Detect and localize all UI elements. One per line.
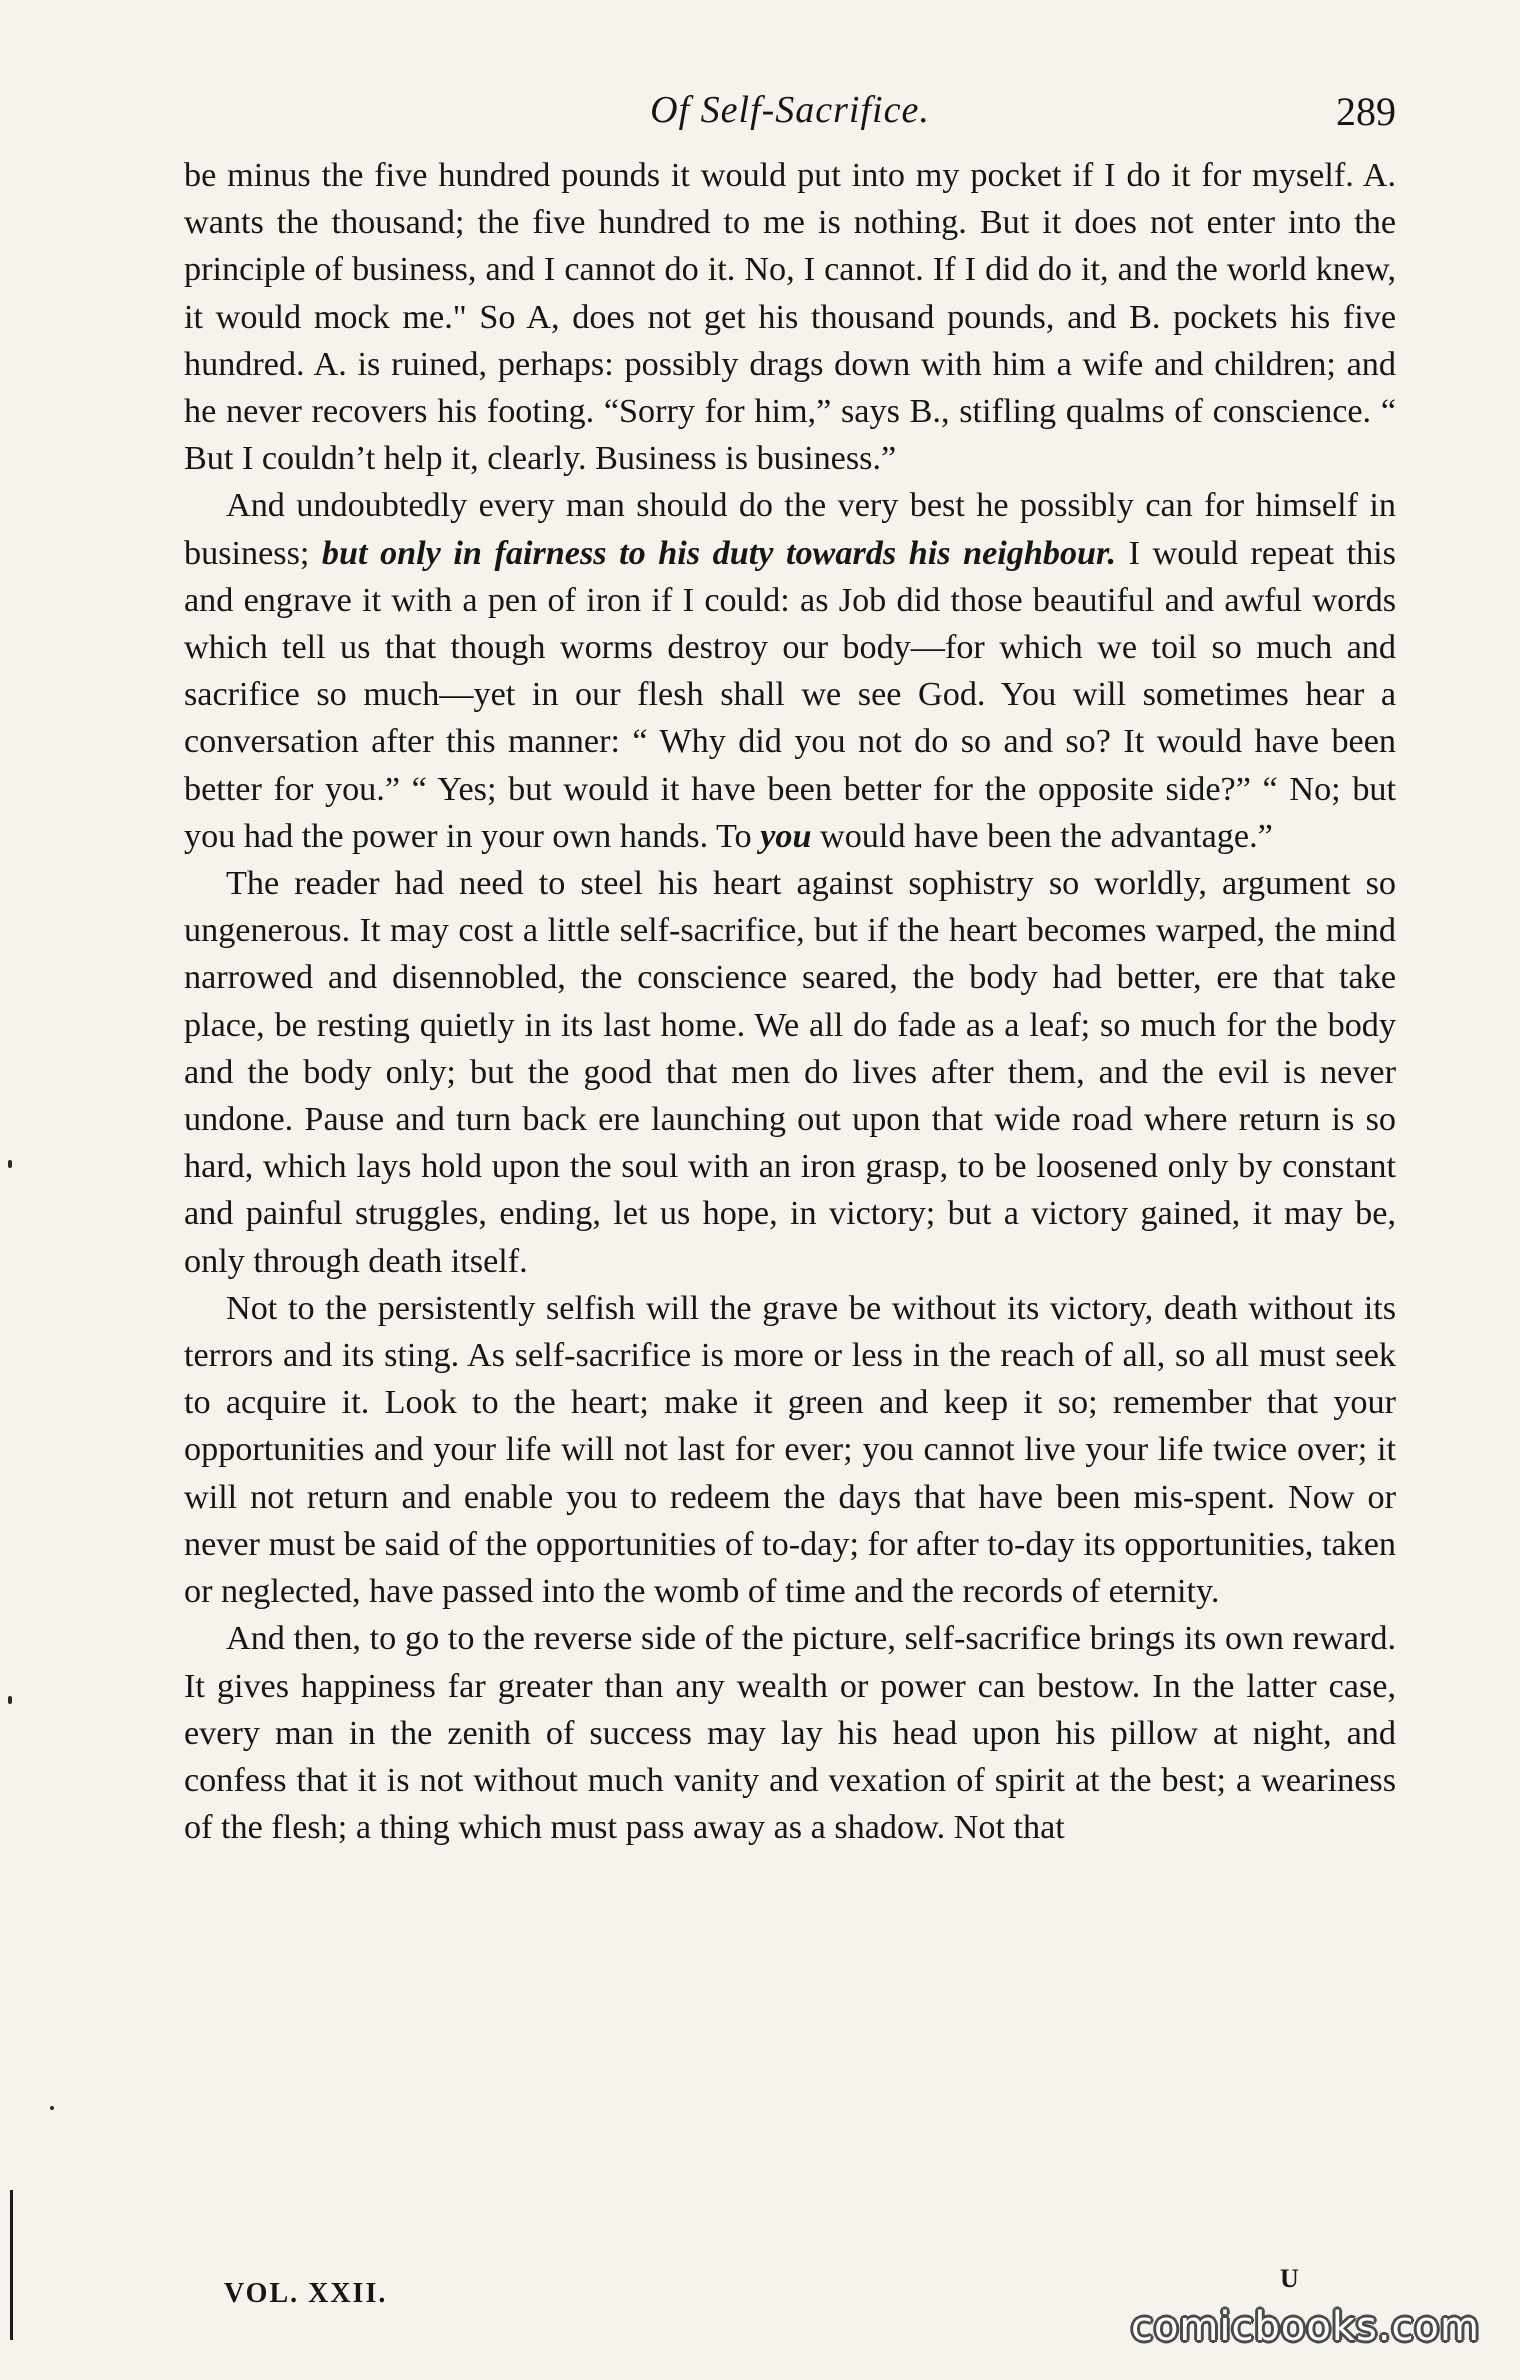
paragraph-2-text-cont: I would repeat this and engrave it with a pen of iron if I could: as Job did those beautiful and awful words which tell us that though worms destroy our body—for which we toil so much and sacrifice so much—yet in our flesh shall we see God. You will sometimes hear a conversation after this manner: “ Why did you not do so and so? It would have been better for you.” “ Yes; but would it have been better for the opposite side?” “ No; but you had the power in your own hands. To bbox=[184, 534, 1396, 855]
paragraph-2-emphasis: but only in fairness to his duty towards his neighbour. bbox=[321, 534, 1117, 572]
gutter-line bbox=[10, 2190, 13, 2340]
paragraph-2-emphasis-you: you bbox=[760, 817, 812, 855]
signature-mark: U bbox=[1280, 2264, 1299, 2293]
page-number: 289 bbox=[1336, 89, 1396, 134]
book-page bbox=[184, 88, 1396, 2368]
scan-speck bbox=[50, 2106, 54, 2110]
watermark-logo: comicbooks.com bbox=[1130, 2304, 1480, 2350]
running-header bbox=[184, 88, 1396, 144]
running-title: Of Self-Sacrifice. bbox=[650, 89, 930, 131]
volume-number: VOL. XXII. bbox=[224, 2278, 388, 2309]
paragraph-5: And then, to go to the reverse side of the picture, self-sacrifice brings its own reward. It gives happiness far greater than any wealth or power can bestow. In the latter case, every man in the zenith of success may lay his head upon his pillow at night, and confess that it is not without much vanity and vexation of spirit at the best; a weariness of the flesh; a thing which must pass away as a shadow. Not that bbox=[184, 1620, 1396, 1847]
paragraph-2-text: And undoubtedly every man should do the very best he possibly can for himself in business; bbox=[184, 487, 1396, 572]
scan-speck bbox=[8, 1696, 12, 1704]
paragraph-4: Not to the persistently selfish will the grave be without its victory, death without its terrors and its sting. As self-sacrifice is more or less in the reach of all, so all must seek to acquire it. Look to the heart; make it green and keep it so; remember that your opportunities and your life will not last for ever; you cannot live your life twice over; it will not return and enable you to redeem the days that have been mis-spent. Now or never must be said of the opportunities of to-day; for after to-day its opportunities, taken or neglected, have passed into the womb of time and the records of eternity. bbox=[184, 1289, 1396, 1611]
scan-speck bbox=[8, 1160, 12, 1168]
paragraph-2 bbox=[184, 482, 1396, 860]
paragraph-3: The reader had need to steel his heart against sophistry so worldly, argument so ungenerous. It may cost a little self-sacrifice, but if the heart becomes warped, the mind narrowed and disennobled, the conscience seared, the body had better, ere that take place, be resting quietly in its last home. We all do fade as a leaf; so much for the body and the body only; but the good that men do lives after them, and the evil is never undone. Pause and turn back ere launching out upon that wide road where return is so hard, which lays hold upon the soul with an iron grasp, to be loosened only by constant and painful struggles, ending, let us hope, in victory; but a victory gained, it may be, only through death itself. bbox=[184, 865, 1396, 1280]
paragraph-1: be minus the five hundred pounds it would put into my pocket if I do it for myself. A. wants the thousand; the five hundred to me is nothing. But it does not enter into the principle of business, and I cannot do it. No, I cannot. If I did do it, and the world knew, it would mock me." So A, does not get his thousand pounds, and B. pockets his five hundred. A. is ruined, perhaps: possibly drags down with him a wife and children; and he never recovers his footing. “Sorry for him,” says B., stifling qualms of conscience. “ But I couldn’t help it, clearly. Business is business.” bbox=[184, 157, 1396, 478]
body-text bbox=[184, 152, 1396, 1851]
paragraph-2-text-end: would have been the advantage.” bbox=[811, 817, 1273, 855]
